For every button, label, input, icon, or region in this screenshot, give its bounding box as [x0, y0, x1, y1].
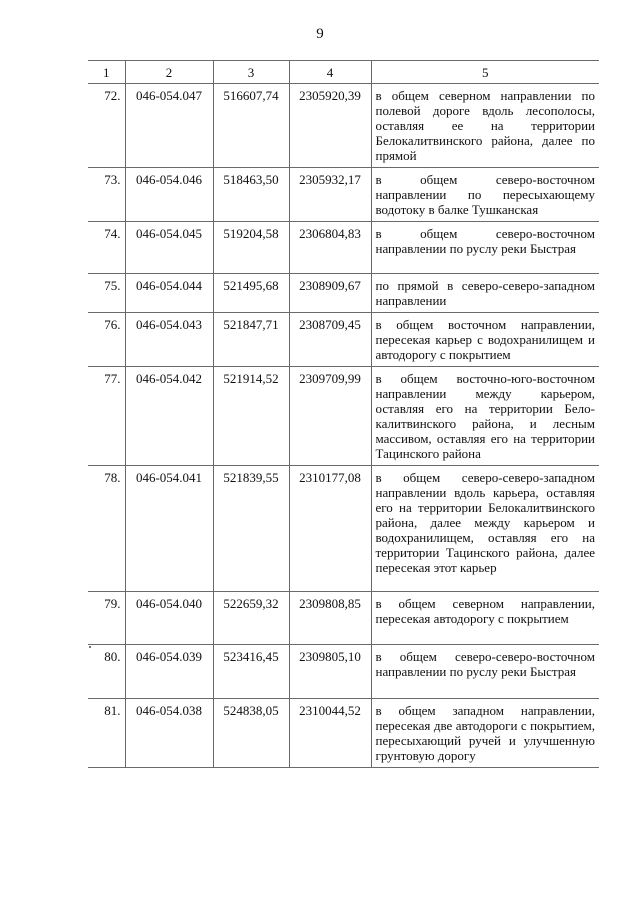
- boundary-description: в общем северо-северо-западном направлении вдоль карьера, оставляя его на территории Белокалитвинского района, далее между карьером и водохранилищем, оставляя его на территории Тацинского района, далее пересекая этот карьер: [371, 466, 599, 592]
- coordinate-y: 2305920,39: [289, 84, 371, 168]
- column-header: 4: [289, 61, 371, 84]
- point-code: 046-054.041: [125, 466, 213, 592]
- coordinate-y: 2306804,83: [289, 222, 371, 274]
- boundary-description: в общем северо-восточном направлении по руслу реки Быстрая: [371, 222, 599, 274]
- point-code: 046-054.039: [125, 645, 213, 699]
- boundary-description: в общем северном направлении по полевой дороге вдоль лесополосы, оставляя ее на территории Белокалитвинского района, далее по прямой: [371, 84, 599, 168]
- boundary-description: в общем западном направлении, пересекая две автодороги с покрытием, пересыхающий ручей и улучшенную грунтовую дорогу: [371, 699, 599, 768]
- table-row: [88, 274, 599, 313]
- coordinate-y: 2309805,10: [289, 645, 371, 699]
- table-row: [88, 313, 599, 367]
- boundary-description: по прямой в северо-северо-западном направлении: [371, 274, 599, 313]
- table-row: [88, 84, 599, 168]
- table-header-row: [88, 61, 599, 84]
- coordinate-x: 521914,52: [213, 367, 289, 466]
- point-code: 046-054.047: [125, 84, 213, 168]
- boundary-points-table: [88, 60, 599, 768]
- row-number: 78.: [88, 466, 125, 592]
- coordinate-x: 518463,50: [213, 168, 289, 222]
- coordinate-y: 2309709,99: [289, 367, 371, 466]
- row-number: 72.: [88, 84, 125, 168]
- coordinate-y: 2310044,52: [289, 699, 371, 768]
- table-row: [88, 168, 599, 222]
- point-code: 046-054.044: [125, 274, 213, 313]
- coordinate-x: 521847,71: [213, 313, 289, 367]
- coordinate-x: 523416,45: [213, 645, 289, 699]
- row-number: 74.: [88, 222, 125, 274]
- row-number: 79.: [88, 592, 125, 645]
- boundary-description: в общем восточно-юго-восточном направлении между карьером, оставляя его на территории Белокалитвинского района, и лесным массивом, оставляя его на территории Тацинского района: [371, 367, 599, 466]
- table-row: [88, 645, 599, 699]
- boundary-description: в общем восточном направлении, пересекая карьер с водохранилищем и автодорогу с покрытием: [371, 313, 599, 367]
- coordinate-x: 516607,74: [213, 84, 289, 168]
- coordinate-y: 2309808,85: [289, 592, 371, 645]
- coordinate-x: 522659,32: [213, 592, 289, 645]
- point-code: 046-054.038: [125, 699, 213, 768]
- point-code: 046-054.043: [125, 313, 213, 367]
- point-code: 046-054.045: [125, 222, 213, 274]
- point-code: 046-054.046: [125, 168, 213, 222]
- table-row: [88, 367, 599, 466]
- row-number: 75.: [88, 274, 125, 313]
- row-number: 76.: [88, 313, 125, 367]
- coordinate-x: 524838,05: [213, 699, 289, 768]
- scan-speck: [89, 646, 91, 648]
- column-header: 2: [125, 61, 213, 84]
- table-row: [88, 699, 599, 768]
- boundary-description: в общем северном направлении, пересекая автодорогу с покрытием: [371, 592, 599, 645]
- column-header: 3: [213, 61, 289, 84]
- boundary-description: в общем северо-восточном направлении по пересыхающему водотоку в балке Тушканская: [371, 168, 599, 222]
- coordinate-y: 2308709,45: [289, 313, 371, 367]
- table-row: [88, 466, 599, 592]
- coordinate-y: 2310177,08: [289, 466, 371, 592]
- coordinate-y: 2308909,67: [289, 274, 371, 313]
- table-row: [88, 592, 599, 645]
- page-number: 9: [316, 26, 324, 42]
- column-header: 5: [371, 61, 599, 84]
- row-number: 80.: [88, 645, 125, 699]
- row-number: 81.: [88, 699, 125, 768]
- coordinate-y: 2305932,17: [289, 168, 371, 222]
- row-number: 77.: [88, 367, 125, 466]
- coordinate-x: 521495,68: [213, 274, 289, 313]
- point-code: 046-054.042: [125, 367, 213, 466]
- coordinate-x: 519204,58: [213, 222, 289, 274]
- row-number: 73.: [88, 168, 125, 222]
- point-code: 046-054.040: [125, 592, 213, 645]
- coordinate-x: 521839,55: [213, 466, 289, 592]
- boundary-description: в общем северо-северо-восточном направлении по руслу реки Быстрая: [371, 645, 599, 699]
- table-row: [88, 222, 599, 274]
- column-header: 1: [88, 61, 125, 84]
